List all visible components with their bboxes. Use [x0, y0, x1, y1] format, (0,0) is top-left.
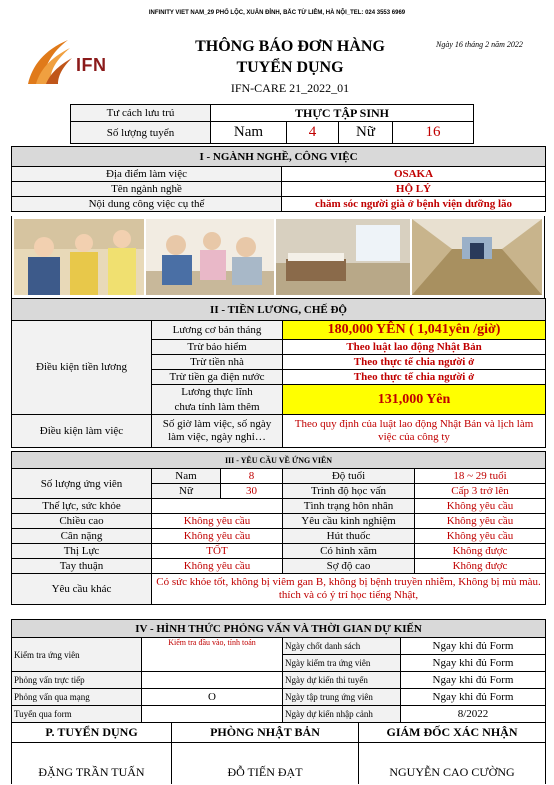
photo-room	[276, 219, 410, 295]
marital-value: Không yêu cầu	[415, 499, 546, 514]
salary-group-label: Điều kiện tiền lương	[36, 361, 127, 374]
exam-date-value: Ngay khi đủ Form	[401, 672, 546, 689]
form-recruit-value	[142, 706, 283, 723]
base-salary-label: Lương cơ bản tháng	[152, 321, 283, 340]
other-requirements-value: Có sức khỏe tốt, không bị viêm gan B, không bị bệnh truyền nhiễm, Không bị mù màu. thích và có ý trí học tiếng Nhật,	[152, 574, 546, 605]
tattoo-value: Không được	[415, 544, 546, 559]
document-date: Ngày 16 tháng 2 năm 2022	[436, 40, 523, 49]
check-date-value: Ngay khi đủ Form	[401, 655, 546, 672]
section2-title: II - TIỀN LƯƠNG, CHẾ ĐỘ	[12, 299, 546, 321]
height-value: Không yêu cầu	[152, 514, 283, 529]
page-subtitle: TUYỂN DỤNG	[236, 59, 344, 76]
gathering-date-label: Ngày tập trung ứng viên	[283, 689, 401, 706]
signature-dept-recruitment: P. TUYỂN DỤNG	[12, 723, 172, 743]
signature-name-japan: ĐỖ TIẾN ĐẠT	[172, 743, 359, 784]
handedness-label: Tay thuận	[12, 559, 152, 574]
housing-label: Trừ tiền nhà	[152, 355, 283, 370]
applicant-male-count: 8	[221, 469, 283, 484]
work-location-value: OSAKA	[282, 167, 546, 182]
job-content-label: Nội dung công việc cụ thể	[12, 197, 282, 212]
job-content-value: chăm sóc người già ở bệnh viện dưỡng lão	[282, 197, 546, 212]
direct-interview-label: Phỏng vấn trực tiếp	[12, 672, 142, 689]
gathering-date-value: Ngay khi đủ Form	[401, 689, 546, 706]
section1-title: I - NGÀNH NGHỀ, CÔNG VIỆC	[12, 147, 546, 167]
section3-table	[11, 451, 546, 605]
list-close-date-label: Ngày chốt danh sách	[283, 638, 401, 655]
health-label: Thể lực, sức khỏe	[12, 499, 152, 514]
job-name-value: HỘ LÝ	[282, 182, 546, 197]
smoking-label: Hút thuốc	[283, 529, 415, 544]
eyesight-value: TỐT	[152, 544, 283, 559]
heights-fear-value: Không được	[415, 559, 546, 574]
online-interview-label: Phỏng vấn qua mạng	[12, 689, 142, 706]
entry-date-value: 8/2022	[401, 706, 546, 723]
work-location-label: Địa điểm làm việc	[12, 167, 282, 182]
experience-label: Yêu cầu kinh nghiệm	[283, 514, 415, 529]
male-count: 4	[287, 122, 339, 144]
utilities-value: Theo thực tế chia người ở	[283, 370, 546, 385]
residence-label: Tư cách lưu trú	[71, 105, 211, 122]
direct-interview-value	[142, 672, 283, 689]
photo-meal-care	[146, 219, 274, 295]
work-condition-label: Điều kiện làm việc	[12, 415, 152, 448]
heights-fear-label: Sợ độ cao	[283, 559, 415, 574]
experience-value: Không yêu cầu	[415, 514, 546, 529]
marital-label: Tình trạng hôn nhân	[283, 499, 415, 514]
eyesight-label: Thị Lực	[12, 544, 152, 559]
education-label: Trình độ học vấn	[283, 484, 415, 499]
online-interview-value: O	[142, 689, 283, 706]
photo-caregivers	[14, 219, 144, 295]
applicant-female-label: Nữ	[152, 484, 221, 499]
male-label: Nam	[211, 122, 287, 144]
utilities-label: Trừ tiền ga điện nước	[152, 370, 283, 385]
other-requirements-label: Yêu cầu khác	[12, 574, 152, 605]
photo-corridor	[412, 219, 542, 295]
housing-value: Theo thực tế chia người ở	[283, 355, 546, 370]
age-value: 18 ~ 29 tuổi	[415, 469, 546, 484]
section4-table	[11, 619, 546, 723]
female-label: Nữ	[339, 122, 393, 144]
candidate-check-value: Kiểm tra đầu vào, tính toán	[142, 638, 283, 672]
female-count: 16	[393, 122, 474, 144]
workplace-photos	[11, 216, 545, 298]
entry-date-label: Ngày dự kiến nhập cảnh	[283, 706, 401, 723]
signature-dept-japan: PHÒNG NHẬT BẢN	[172, 723, 359, 743]
weight-value: Không yêu cầu	[152, 529, 283, 544]
signature-table	[11, 722, 546, 784]
section2-table	[11, 298, 546, 448]
applicant-female-count: 30	[221, 484, 283, 499]
applicant-male-label: Nam	[152, 469, 221, 484]
insurance-value: Theo luật lao động Nhật Bản	[283, 340, 546, 355]
residence-value: THỰC TẬP SINH	[211, 105, 474, 122]
age-label: Độ tuổi	[283, 469, 415, 484]
summary-table	[70, 104, 474, 144]
applicant-count-label: Số lượng ứng viên	[12, 469, 152, 499]
form-recruit-label: Tuyển qua form	[12, 706, 142, 723]
ifn-logo-icon	[22, 36, 122, 86]
recruit-count-label: Số lượng tuyển	[71, 122, 211, 144]
base-salary-value: 180,000 YÊN ( 1,041yên /giờ)	[283, 321, 546, 340]
handedness-value: Không yêu cầu	[152, 559, 283, 574]
page-title: THÔNG BÁO ĐƠN HÀNG	[195, 38, 385, 55]
job-name-label: Tên ngành nghề	[12, 182, 282, 197]
order-code: IFN-CARE 21_2022_01	[230, 81, 350, 95]
weight-label: Cân nặng	[12, 529, 152, 544]
net-salary-value: 131,000 Yên	[283, 385, 546, 415]
height-label: Chiều cao	[12, 514, 152, 529]
section3-title: III - YÊU CẦU VỀ ỨNG VIÊN	[12, 452, 546, 469]
smoking-value: Không yêu cầu	[415, 529, 546, 544]
insurance-label: Trừ bảo hiểm	[152, 340, 283, 355]
candidate-check-label: Kiểm tra ứng viên	[12, 638, 142, 672]
list-close-date-value: Ngay khi đủ Form	[401, 638, 546, 655]
signature-name-recruitment: ĐẶNG TRẦN TUẤN	[12, 743, 172, 784]
health-value	[152, 499, 283, 514]
company-address: INFINITY VIET NAM_29 PHỐ LỘC, XUÂN ĐỈNH, BẮC TỪ LIÊM, HÀ NỘI_TEL: 024 3553 6969	[148, 10, 406, 16]
signature-director: GIÁM ĐỐC XÁC NHẬN	[359, 723, 546, 743]
exam-date-label: Ngày dự kiến thi tuyển	[283, 672, 401, 689]
section4-title: IV - HÌNH THỨC PHỎNG VẤN VÀ THỜI GIAN DỰ KIẾN	[12, 620, 546, 638]
education-value: Cấp 3 trở lên	[415, 484, 546, 499]
tattoo-label: Có hình xăm	[283, 544, 415, 559]
signature-name-director: NGUYỄN CAO CƯỜNG	[359, 743, 546, 784]
net-salary-label-1: Lương thực lĩnh	[152, 385, 283, 400]
work-hours-label: Số giờ làm việc, số ngày làm việc, ngày nghỉ…	[152, 415, 283, 448]
work-hours-value: Theo quy định của luật lao động Nhật Bản và lịch làm việc của công ty	[283, 415, 546, 448]
net-salary-label-2: chưa tính làm thêm	[152, 400, 283, 415]
section1-table	[11, 146, 546, 212]
logo-text: IFN	[76, 55, 107, 75]
check-date-label: Ngày kiểm tra ứng viên	[283, 655, 401, 672]
